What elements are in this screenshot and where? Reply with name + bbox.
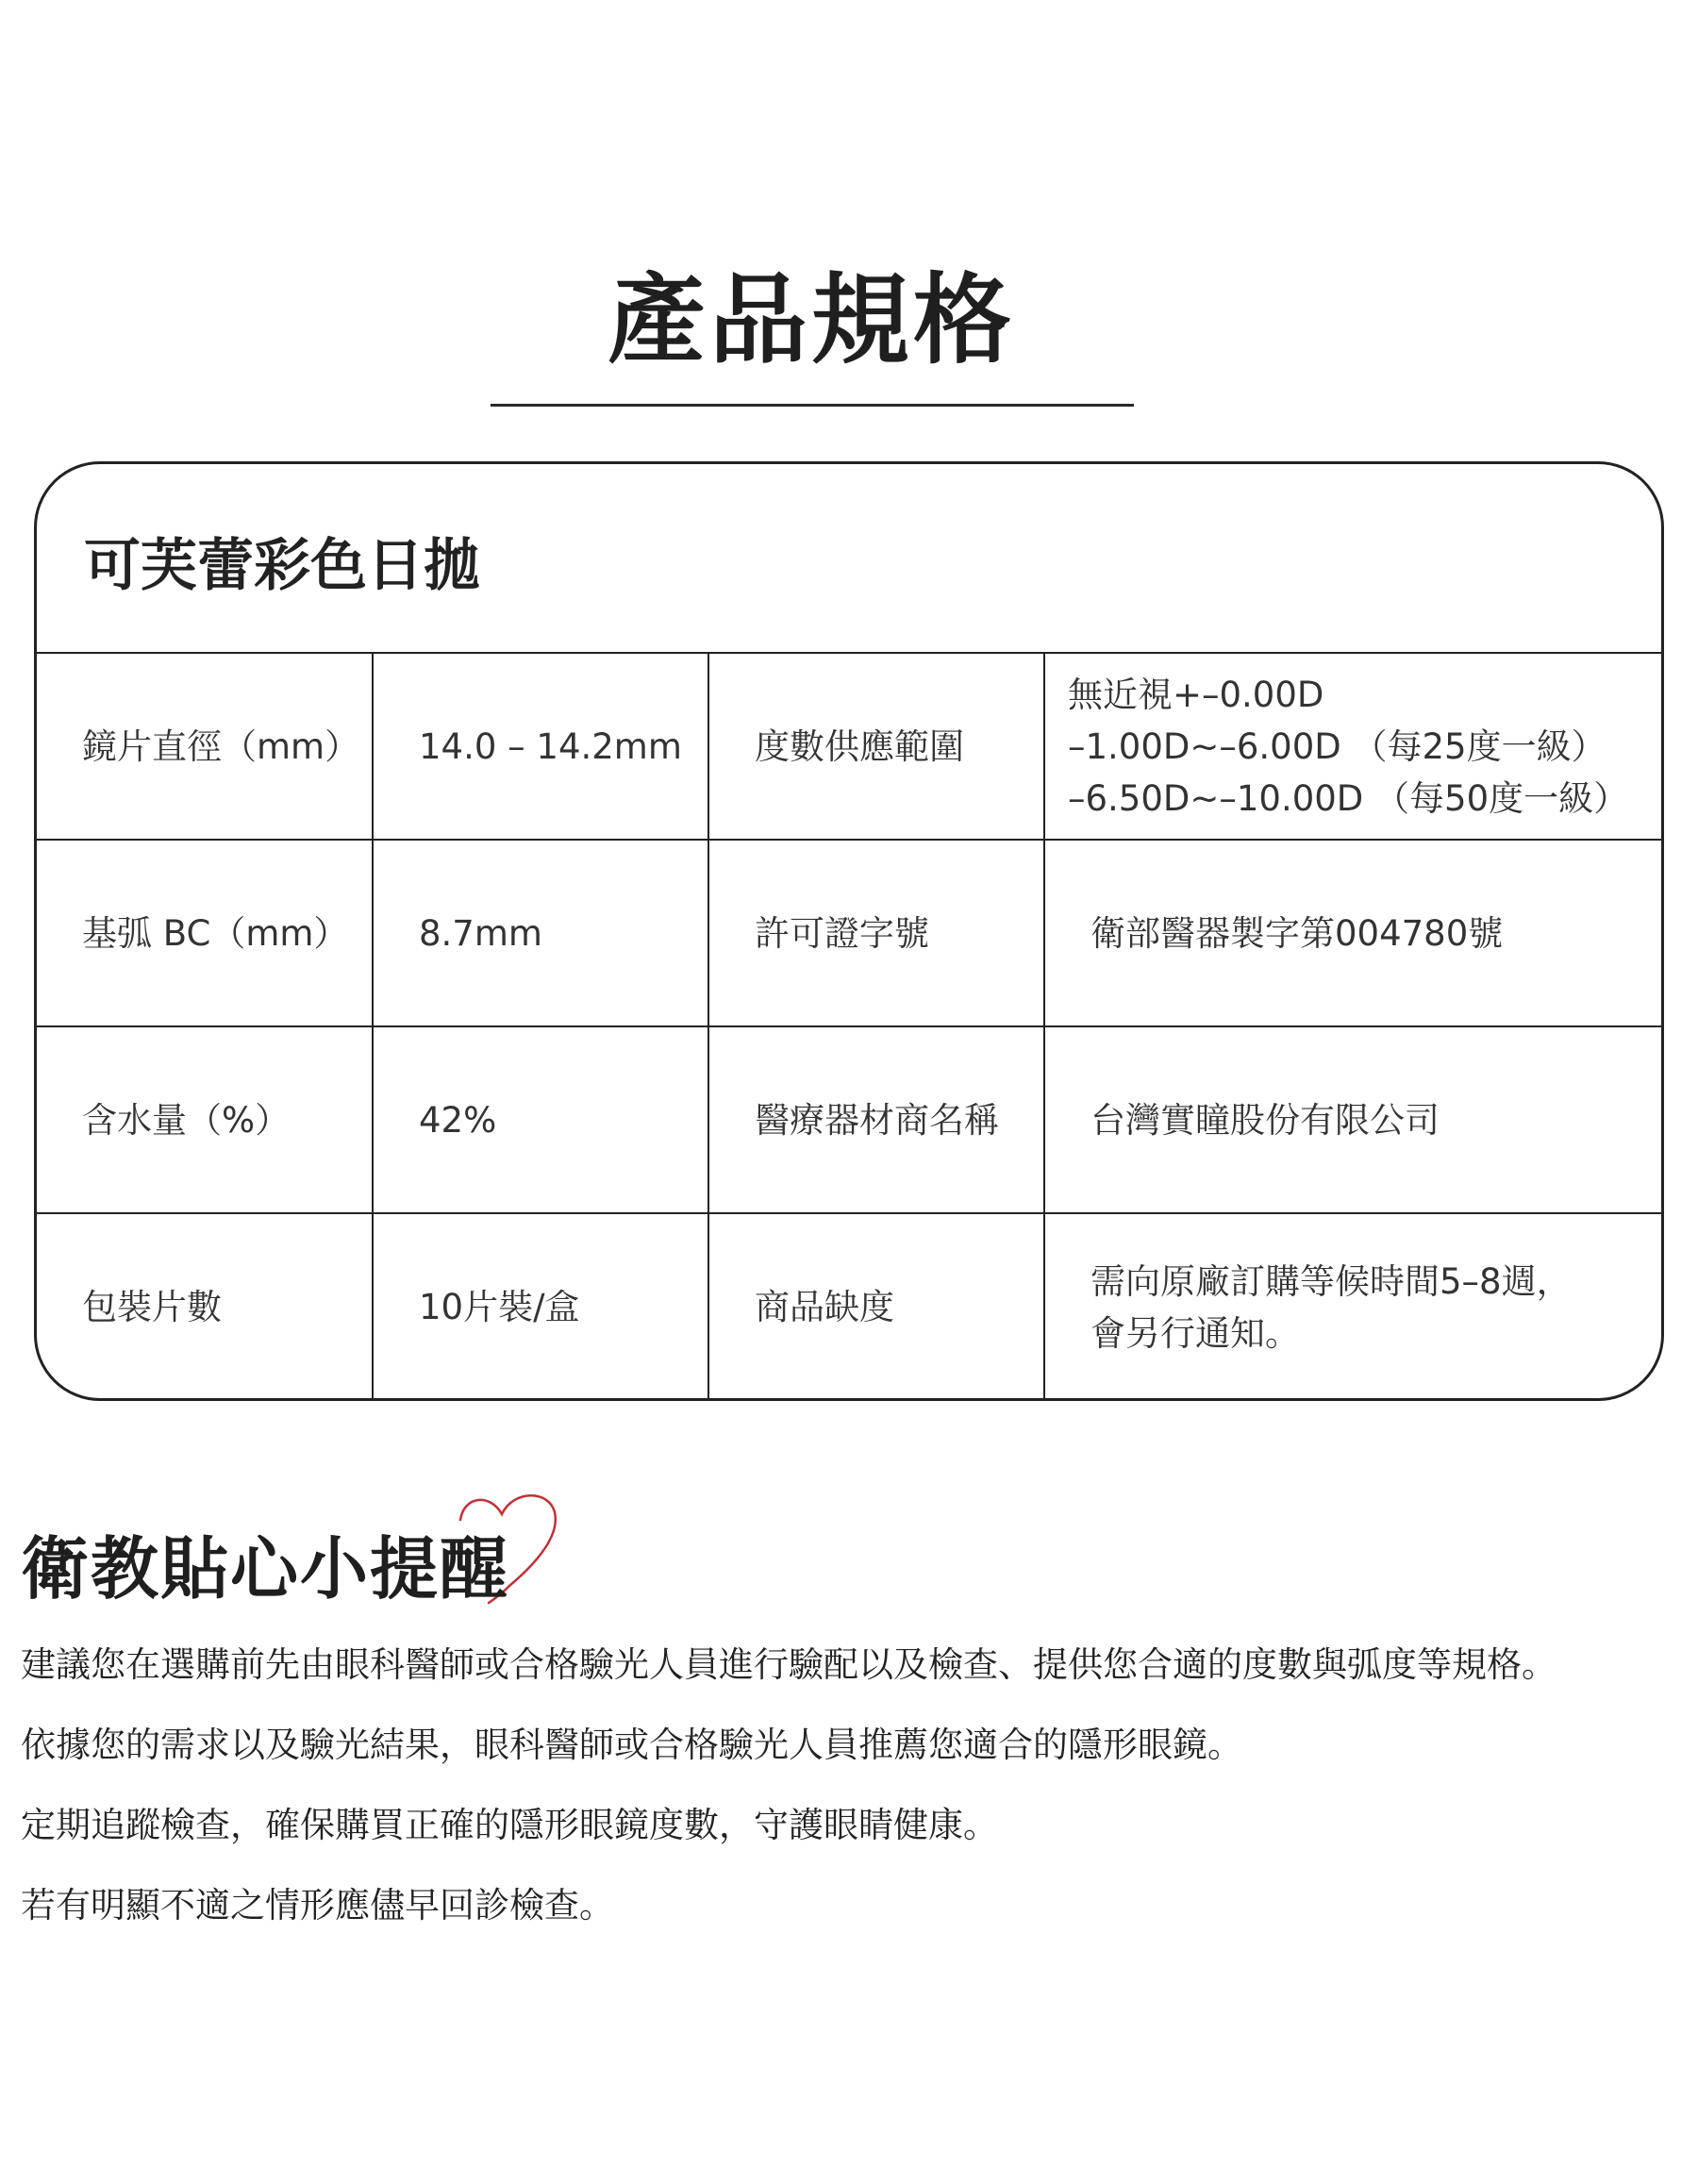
spec-label-package: 包裝片數	[37, 1213, 373, 1400]
table-row	[37, 1213, 1661, 1400]
spec-label-manufacturer: 醫療器材商名稱	[708, 1026, 1044, 1213]
product-name: 可芙蕾彩色日拋	[84, 533, 480, 599]
spec-value-out-of-stock-note	[1044, 1213, 1661, 1400]
tips-list	[21, 1637, 1556, 1958]
spec-label-water-content: 含水量（%）	[37, 1026, 373, 1213]
spec-value-power-range	[1044, 653, 1661, 840]
spec-value-water-content: 42%	[373, 1026, 708, 1213]
spec-label-out-of-stock: 商品缺度	[708, 1213, 1044, 1400]
spec-table-card	[34, 461, 1664, 1401]
list-item: 定期追蹤檢查，確保購買正確的隱形眼鏡度數，守護眼睛健康。	[21, 1805, 998, 1845]
power-range-line: 無近視+–0.00D	[1068, 674, 1324, 715]
spec-value-base-curve: 8.7mm	[373, 840, 708, 1026]
spec-label-power-range: 度數供應範圍	[708, 653, 1044, 840]
out-of-stock-line: 需向原廠訂購等候時間5–8週，	[1090, 1260, 1572, 1302]
out-of-stock-line: 會另行通知。	[1090, 1312, 1300, 1354]
title-divider	[491, 404, 1134, 407]
table-row	[37, 653, 1661, 840]
list-item: 建議您在選購前先由眼科醫師或合格驗光人員進行驗配以及檢查、提供您合適的度數與弧度等規格。	[21, 1644, 1556, 1685]
list-item: 依據您的需求以及驗光結果，眼科醫師或合格驗光人員推薦您適合的隱形眼鏡。	[21, 1725, 1242, 1765]
spec-label-diameter: 鏡片直徑（mm）	[37, 653, 373, 840]
spec-value-diameter: 14.0 – 14.2mm	[373, 653, 708, 840]
list-item: 若有明顯不適之情形應儘早回診檢查。	[21, 1885, 614, 1926]
table-row	[37, 840, 1661, 1026]
spec-value-package: 10片裝/盒	[373, 1213, 708, 1400]
spec-table	[37, 652, 1661, 1400]
spec-value-manufacturer: 台灣實瞳股份有限公司	[1044, 1026, 1661, 1213]
page-title: 產品規格	[607, 262, 1015, 377]
power-range-line: –6.50D~–10.00D （每50度一級）	[1068, 777, 1629, 819]
tips-title: 衛教貼心小提醒	[21, 1529, 510, 1609]
spec-label-license: 許可證字號	[708, 840, 1044, 1026]
power-range-line: –1.00D~–6.00D （每25度一級）	[1068, 725, 1606, 767]
spec-label-base-curve: 基弧 BC（mm）	[37, 840, 373, 1026]
table-row	[37, 1026, 1661, 1213]
spec-value-license: 衛部醫器製字第004780號	[1044, 840, 1661, 1026]
